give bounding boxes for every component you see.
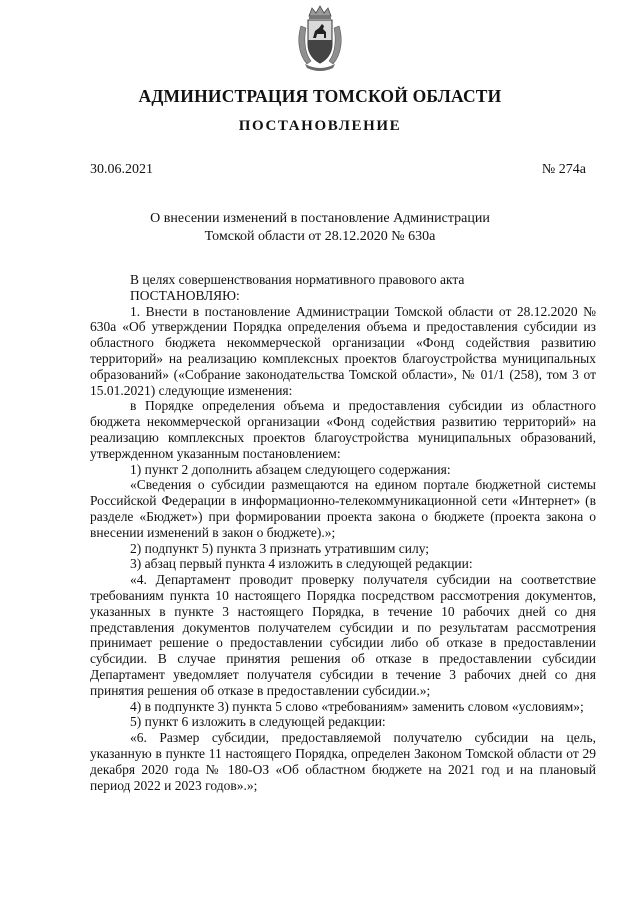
subject-line-2: Томской области от 28.12.2020 № 630а	[204, 229, 436, 244]
document-subject	[120, 210, 520, 246]
organization-title: АДМИНИСТРАЦИЯ ТОМСКОЙ ОБЛАСТИ	[138, 86, 502, 106]
subject-line-1: О внесении изменений в постановление Администрации	[150, 211, 490, 226]
body-paragraph-intro: В целях совершенствования нормативного правового акта	[130, 272, 465, 287]
body-paragraph-subitem-1: 1) пункт 2 дополнить абзацем следующего содержания:	[130, 461, 451, 477]
body-paragraph-quote-4: «4. Департамент проводит проверку получателя субсидии на соответствие требованиям пункта 10 настоящего Порядка посредством рассмотрения документов, указанных в пункте 3 настоящего Порядка, в течение 10 рабочих дней со дня представления документов получателем субсидии и по результатам рассмотрения принимает решение о предоставлении субсидии либо об отказе в предоставлении субсидии. В случае принятия решения об отказе в предоставлении субсидии Департамент уведомляет получателя субсидии в течение 3 рабочих дней со дня принятия решения об отказе в предоставлении субсидии.»;	[90, 572, 596, 698]
body-paragraph-quote-1: «Сведения о субсидии размещаются на едином портале бюджетной системы Российской Федерации в информационно-телекоммуникационной сети «Интернет» (в разделе «Бюджет») при формировании проекта закона о бюджете (проекта закона о внесении изменений в закон о бюджете).»;	[90, 477, 596, 540]
body-paragraph-resolve: ПОСТАНОВЛЯЮ:	[130, 287, 240, 303]
document-type: ПОСТАНОВЛЕНИЕ	[238, 118, 402, 134]
body-paragraph-subitem-3: 3) абзац первый пункта 4 изложить в следующей редакции:	[130, 556, 473, 572]
tomsk-region-coat-of-arms-icon	[295, 4, 345, 74]
body-paragraph-subitem-2: 2) подпункт 5) пункта 3 признать утратившим силу;	[130, 540, 430, 556]
document-number: № 274а	[541, 162, 586, 177]
body-paragraph-item-1: 1. Внести в постановление Администрации Томской области от 28.12.2020 № 630а «Об утверждении Порядка определения объема и предоставления субсидии из областного бюджета некоммерческой организации «Фонд содействия развитию территорий» на реализацию комплексных проектов благоустройства муниципальных образований» («Собрание законодательства Томской области», № 01/1 (258), том 3 от 15.01.2021) следующие изменения:	[90, 303, 596, 398]
document-body	[90, 272, 596, 793]
body-paragraph-quote-6: «6. Размер субсидии, предоставляемой получателю субсидии на цель, указанную в пункте 11 настоящего Порядка, определен Законом Томской области от 29 декабря 2020 года № 180-ОЗ «Об областном бюджете на 2021 год и на плановый период 2022 и 2023 годов».»;	[90, 730, 596, 793]
body-paragraph-subitem-5: 5) пункт 6 изложить в следующей редакции:	[130, 714, 386, 730]
document-date: 30.06.2021	[90, 162, 153, 177]
body-paragraph-subitem-4: 4) в подпункте 3) пункта 5 слово «требованиям» заменить словом «условиям»;	[130, 698, 584, 714]
body-paragraph-order-changes: в Порядке определения объема и предоставления субсидии из областного бюджета некоммерческой организации «Фонд содействия развитию территорий» на реализацию комплексных проектов благоустройства муниципальных образований, утвержденном указанным постановлением:	[90, 398, 596, 461]
